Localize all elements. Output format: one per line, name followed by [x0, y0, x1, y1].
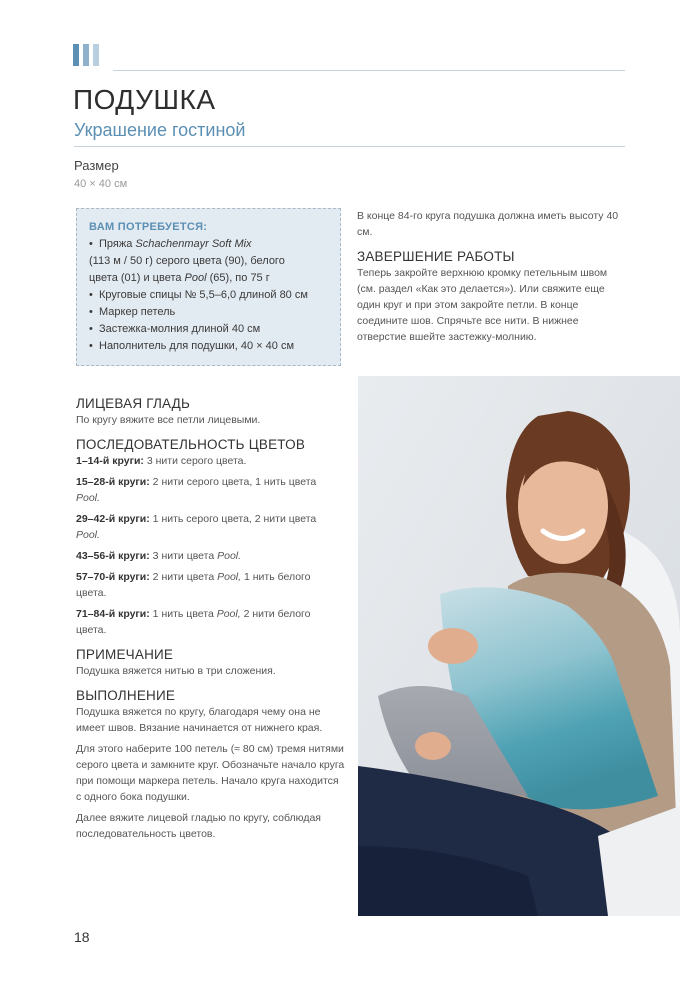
round-row: 15–28-й круги: 2 нити серого цвета, 1 нить цвета Pool. [76, 476, 317, 504]
round-row: 71–84-й круги: 1 нить цвета Pool, 2 нити белого цвета. [76, 608, 311, 636]
materials-item: • Маркер петель [89, 304, 330, 321]
execution-text: Для этого наберите 100 петель (≈ 80 см) тремя нитями серого цвета и замкните круг. Обозначьте начало круга при помощи маркера петель. Начало круга находится с одного бока подушки. [76, 743, 345, 803]
materials-item: • Застежка-молния длиной 40 см [89, 321, 330, 338]
note-heading: ПРИМЕЧАНИЕ [76, 647, 174, 662]
page-subtitle: Украшение гостиной [74, 120, 246, 140]
execution-text: Далее вяжите лицевой гладью по кругу, соблюдая последовательность цветов. [76, 812, 321, 840]
section-marker-bar [73, 44, 79, 66]
page-number: 18 [74, 929, 90, 945]
round-row: 29–42-й круги: 1 нить серого цвета, 2 нити цвета Pool. [76, 513, 317, 541]
stockinette-heading: ЛИЦЕВАЯ ГЛАДЬ [76, 396, 191, 411]
page-title: ПОДУШКА [73, 84, 216, 115]
materials-box [76, 208, 341, 366]
woman-with-pillow-photo [358, 376, 680, 916]
stockinette-text: По кругу вяжите все петли лицевыми. [76, 414, 261, 426]
materials-list [89, 236, 330, 253]
round-row: 43–56-й круги: 3 нити цвета Pool. [76, 550, 242, 562]
round-row: 57–70-й круги: 2 нити цвета Pool, 1 нить белого цвета. [76, 571, 311, 599]
materials-item: • Наполнитель для подушки, 40 × 40 см [89, 338, 330, 355]
left-column-text [76, 396, 346, 842]
materials-list-rest [89, 287, 330, 355]
materials-item: • Круговые спицы № 5,5–6,0 длиной 80 см [89, 287, 330, 304]
execution-heading: ВЫПОЛНЕНИЕ [76, 688, 176, 703]
section-marker-bar [93, 44, 99, 66]
subtitle-rule [74, 146, 625, 147]
finishing-text: Теперь закройте верхнюю кромку петельным швом (см. раздел «Как это делается»). Или свяжите еще один круг и при этом закройте петли. В конце соедините шов. Спрячьте все нити. В нижнее отверстие вшейте застежку-молнию. [357, 267, 608, 343]
materials-item-continued: (113 м / 50 г) серого цвета (90), белого [89, 255, 285, 267]
size-label: Размер [74, 158, 119, 173]
section-marker-bar [83, 44, 89, 66]
execution-text: Подушка вяжется по кругу, благодаря чему она не имеет швов. Вязание начинается от нижнего края. [76, 706, 323, 734]
note-text: Подушка вяжется нитью в три сложения. [76, 665, 276, 677]
materials-item: • Пряжа Schachenmayr Soft Mix [89, 236, 330, 253]
round-row: 1–14-й круги: 3 нити серого цвета. [76, 455, 247, 467]
section-marker-bars [73, 44, 99, 66]
knitting-intro: В конце 84-го круга подушка должна иметь высоту 40 см. [357, 210, 619, 238]
color-sequence-heading: ПОСЛЕДОВАТЕЛЬНОСТЬ ЦВЕТОВ [76, 437, 306, 452]
right-column-text [357, 208, 627, 345]
materials-title: ВАМ ПОТРЕБУЕТСЯ: [89, 221, 208, 233]
header-rule [113, 70, 625, 71]
finishing-heading: ЗАВЕРШЕНИЕ РАБОТЫ [357, 249, 515, 264]
size-value: 40 × 40 см [74, 178, 128, 190]
materials-item-continued: цвета (01) и цвета Pool (65), по 75 г [89, 272, 270, 284]
